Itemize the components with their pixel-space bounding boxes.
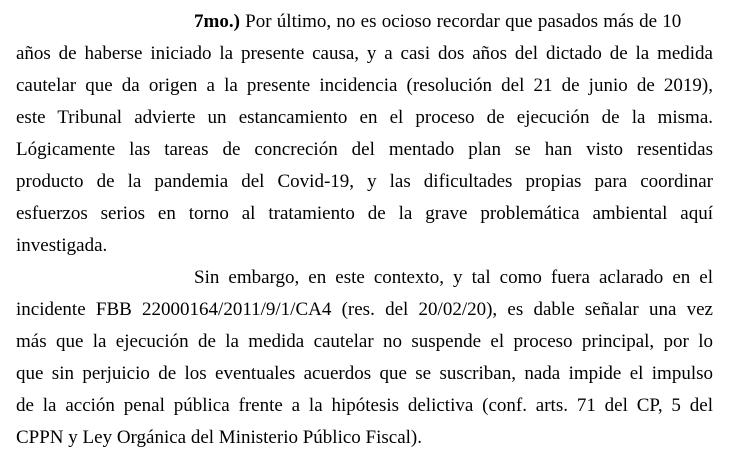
paragraph-line: más que la ejecución de la medida cautelar no suspende el proceso principal, por lo [16, 331, 713, 352]
paragraph-sin-embargo [16, 262, 713, 454]
paragraph-line: años de haberse iniciado la presente causa, y a casi dos años del dictado de la medida [16, 43, 713, 64]
section-number: 7mo.) [194, 11, 240, 32]
paragraph-line: esfuerzos serios en torno al tratamiento de la grave problemática ambiental aquí [16, 203, 713, 224]
paragraph-line: este Tribunal advierte un estancamiento en el proceso de ejecución de la misma. [16, 107, 713, 128]
paragraph-line: producto de la pandemia del Covid-19, y las dificultades propias para coordinar [16, 171, 713, 192]
paragraph-line: Lógicamente las tareas de concreción del mentado plan se han visto resentidas [16, 139, 713, 160]
paragraph-line: Sin embargo, en este contexto, y tal como fuera aclarado en el [194, 267, 713, 288]
paragraph-line: investigada. [16, 235, 108, 256]
paragraph-line: incidente FBB 22000164/2011/9/1/CA4 (res. del 20/02/20), es dable señalar una vez [16, 299, 713, 320]
paragraph-text: Por último, no es ocioso recordar que pasados más de 10 [239, 11, 682, 32]
paragraph-line: CPPN y Ley Orgánica del Ministerio Público Fiscal). [16, 427, 422, 448]
document-page [16, 6, 713, 454]
paragraph-line: que sin perjuicio de los eventuales acuerdos que se suscriban, nada impide el impulso [16, 363, 713, 384]
paragraph-line: de la acción penal pública frente a la hipótesis delictiva (conf. arts. 71 del CP, 5 del [16, 395, 713, 416]
paragraph-line [16, 6, 713, 38]
paragraph-line: cautelar que da origen a la presente incidencia (resolución del 21 de junio de 2019), [16, 75, 713, 96]
paragraph-7mo [16, 6, 713, 262]
